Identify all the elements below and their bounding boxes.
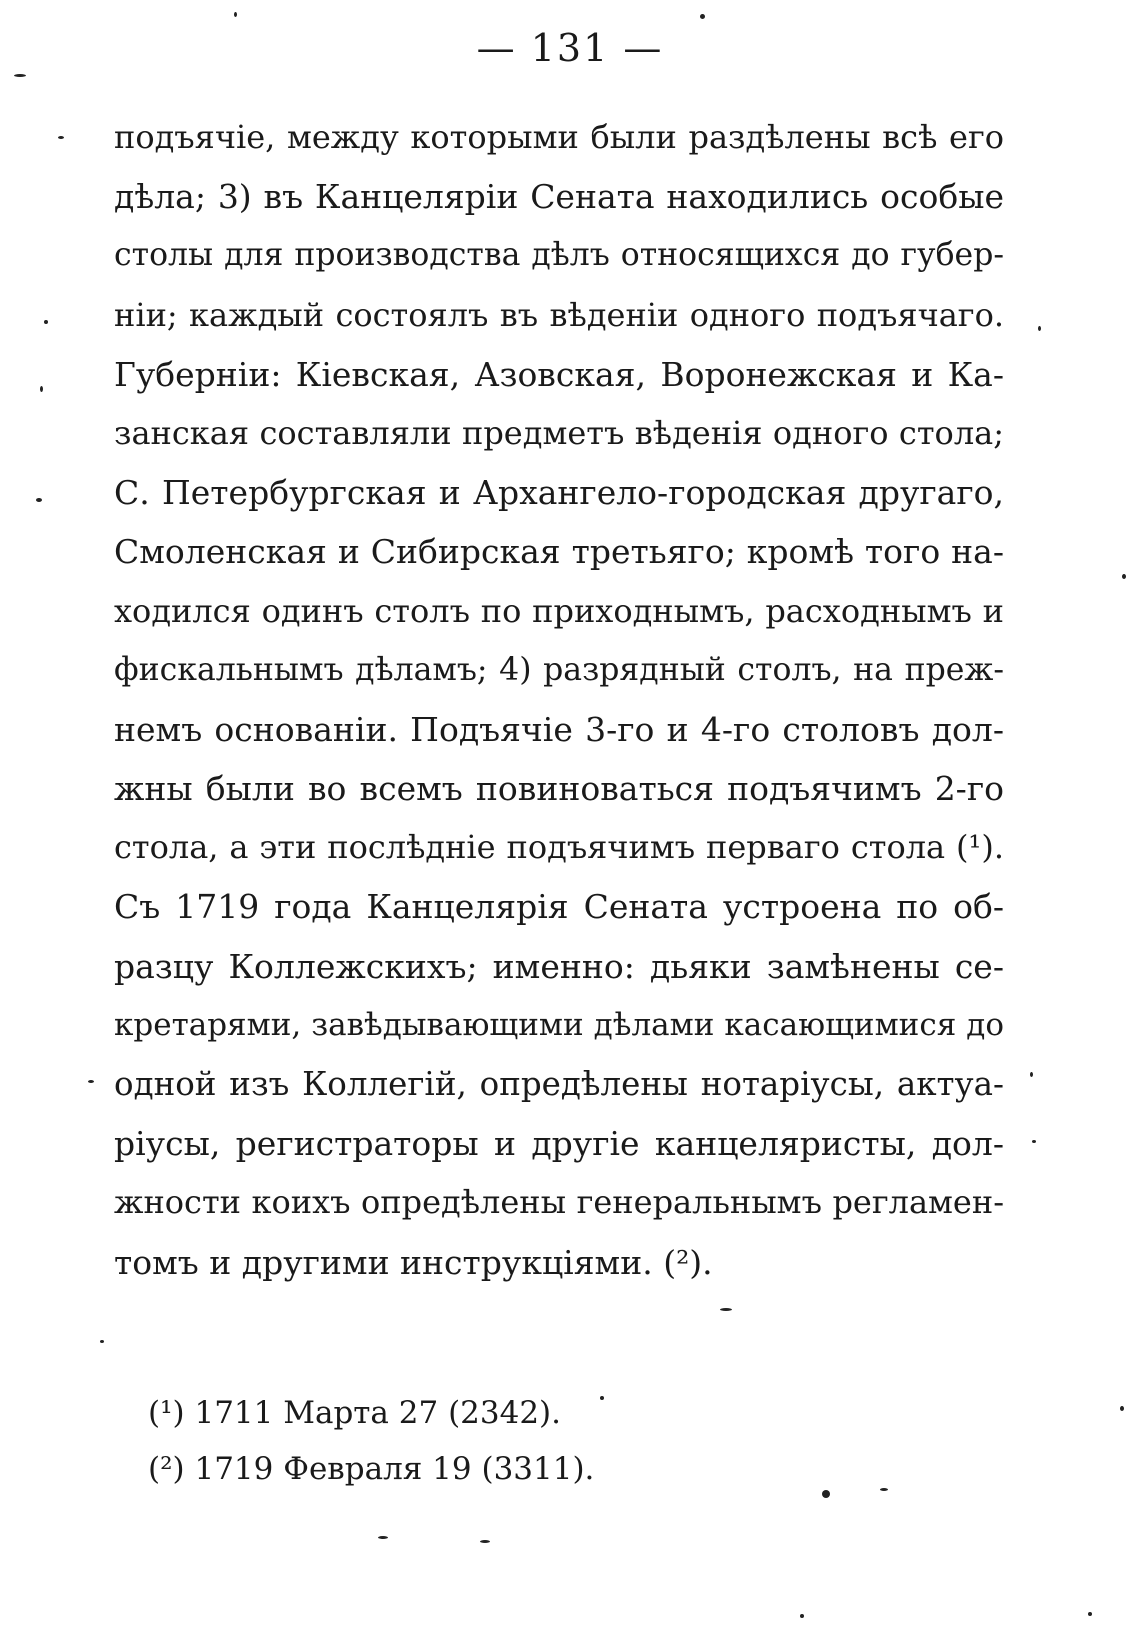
scan-speck: [100, 1340, 104, 1343]
scan-speck: [1038, 326, 1041, 331]
footnote-2: (²) 1719 Февраля 19 (3311).: [148, 1451, 595, 1487]
text-line: жны были во всемъ повиноваться подъячимъ 2-го: [114, 769, 1004, 809]
text-line: Губерніи: Кіевская, Азовская, Воронежская и Ка-: [114, 354, 1004, 394]
text-line: ходился одинъ столъ по приходнымъ, расходнымъ и: [114, 591, 1004, 630]
footnotes: [148, 1385, 848, 1497]
text-line: разцу Коллежскихъ; именно: дьяки замѣнены се-: [114, 946, 1004, 986]
scan-speck: [44, 320, 48, 324]
scan-speck: [822, 1490, 830, 1498]
text-line: ріусы, регистраторы и другіе канцеляристы, дол-: [114, 1124, 1004, 1164]
scan-speck: [14, 74, 26, 77]
text-line: Съ 1719 года Канцелярія Сената устроена по об-: [114, 887, 1004, 927]
text-line: подъячіе, между которыми были раздѣлены всѣ его: [114, 118, 1004, 156]
scan-speck: [1032, 1140, 1036, 1143]
scan-speck: [1030, 1072, 1033, 1077]
text-line: фискальнымъ дѣламъ; 4) разрядный столъ, на преж-: [114, 651, 1004, 688]
text-line: стола, а эти послѣдніе подъячимъ перваго стола (¹).: [114, 828, 1004, 867]
scan-speck: [378, 1536, 388, 1539]
scan-speck: [1122, 574, 1126, 579]
scan-speck: [36, 498, 42, 502]
footnote-1: (¹) 1711 Марта 27 (2342).: [148, 1395, 562, 1431]
scan-speck: [720, 1308, 732, 1311]
scan-speck: [1120, 1406, 1124, 1411]
text-line: дѣла; 3) въ Канцеляріи Сената находились особые: [114, 177, 1004, 217]
scan-speck: [600, 1396, 604, 1400]
scan-speck: [800, 1614, 804, 1618]
scan-speck: [480, 1540, 490, 1543]
text-line: немъ основаніи. Подъячіе 3-го и 4-го столовъ дол-: [114, 709, 1004, 749]
scan-speck: [880, 1488, 888, 1491]
page-number: — 131 —: [476, 26, 664, 70]
text-line: ніи; каждый состоялъ въ вѣденіи одного подъячаго.: [114, 295, 1004, 334]
scan-speck: [1088, 1612, 1092, 1616]
scan-speck: [88, 1080, 94, 1083]
scan-speck: [58, 136, 64, 139]
text-line: томъ и другими инструкціями. (²).: [114, 1242, 713, 1282]
text-line: С. Петербургская и Архангело-городская другаго,: [114, 473, 1004, 513]
text-line: жности коихъ опредѣлены генеральнымъ регламен-: [114, 1183, 1004, 1222]
text-line: одной изъ Коллегій, опредѣлены нотаріусы, актуа-: [114, 1065, 1004, 1103]
scan-speck: [700, 14, 705, 19]
text-line: кретарями, завѣдывающими дѣлами касающимися до: [114, 1006, 1004, 1043]
scan-speck: [234, 12, 237, 17]
scan-speck: [40, 386, 43, 392]
text-line: столы для производства дѣлъ относящихся до губер-: [114, 237, 1004, 274]
body-text: [114, 108, 1004, 1292]
text-line: Смоленская и Сибирская третьяго; кромѣ того на-: [114, 532, 1004, 572]
text-line: занская составляли предметъ вѣденія одного стола;: [114, 413, 1004, 452]
